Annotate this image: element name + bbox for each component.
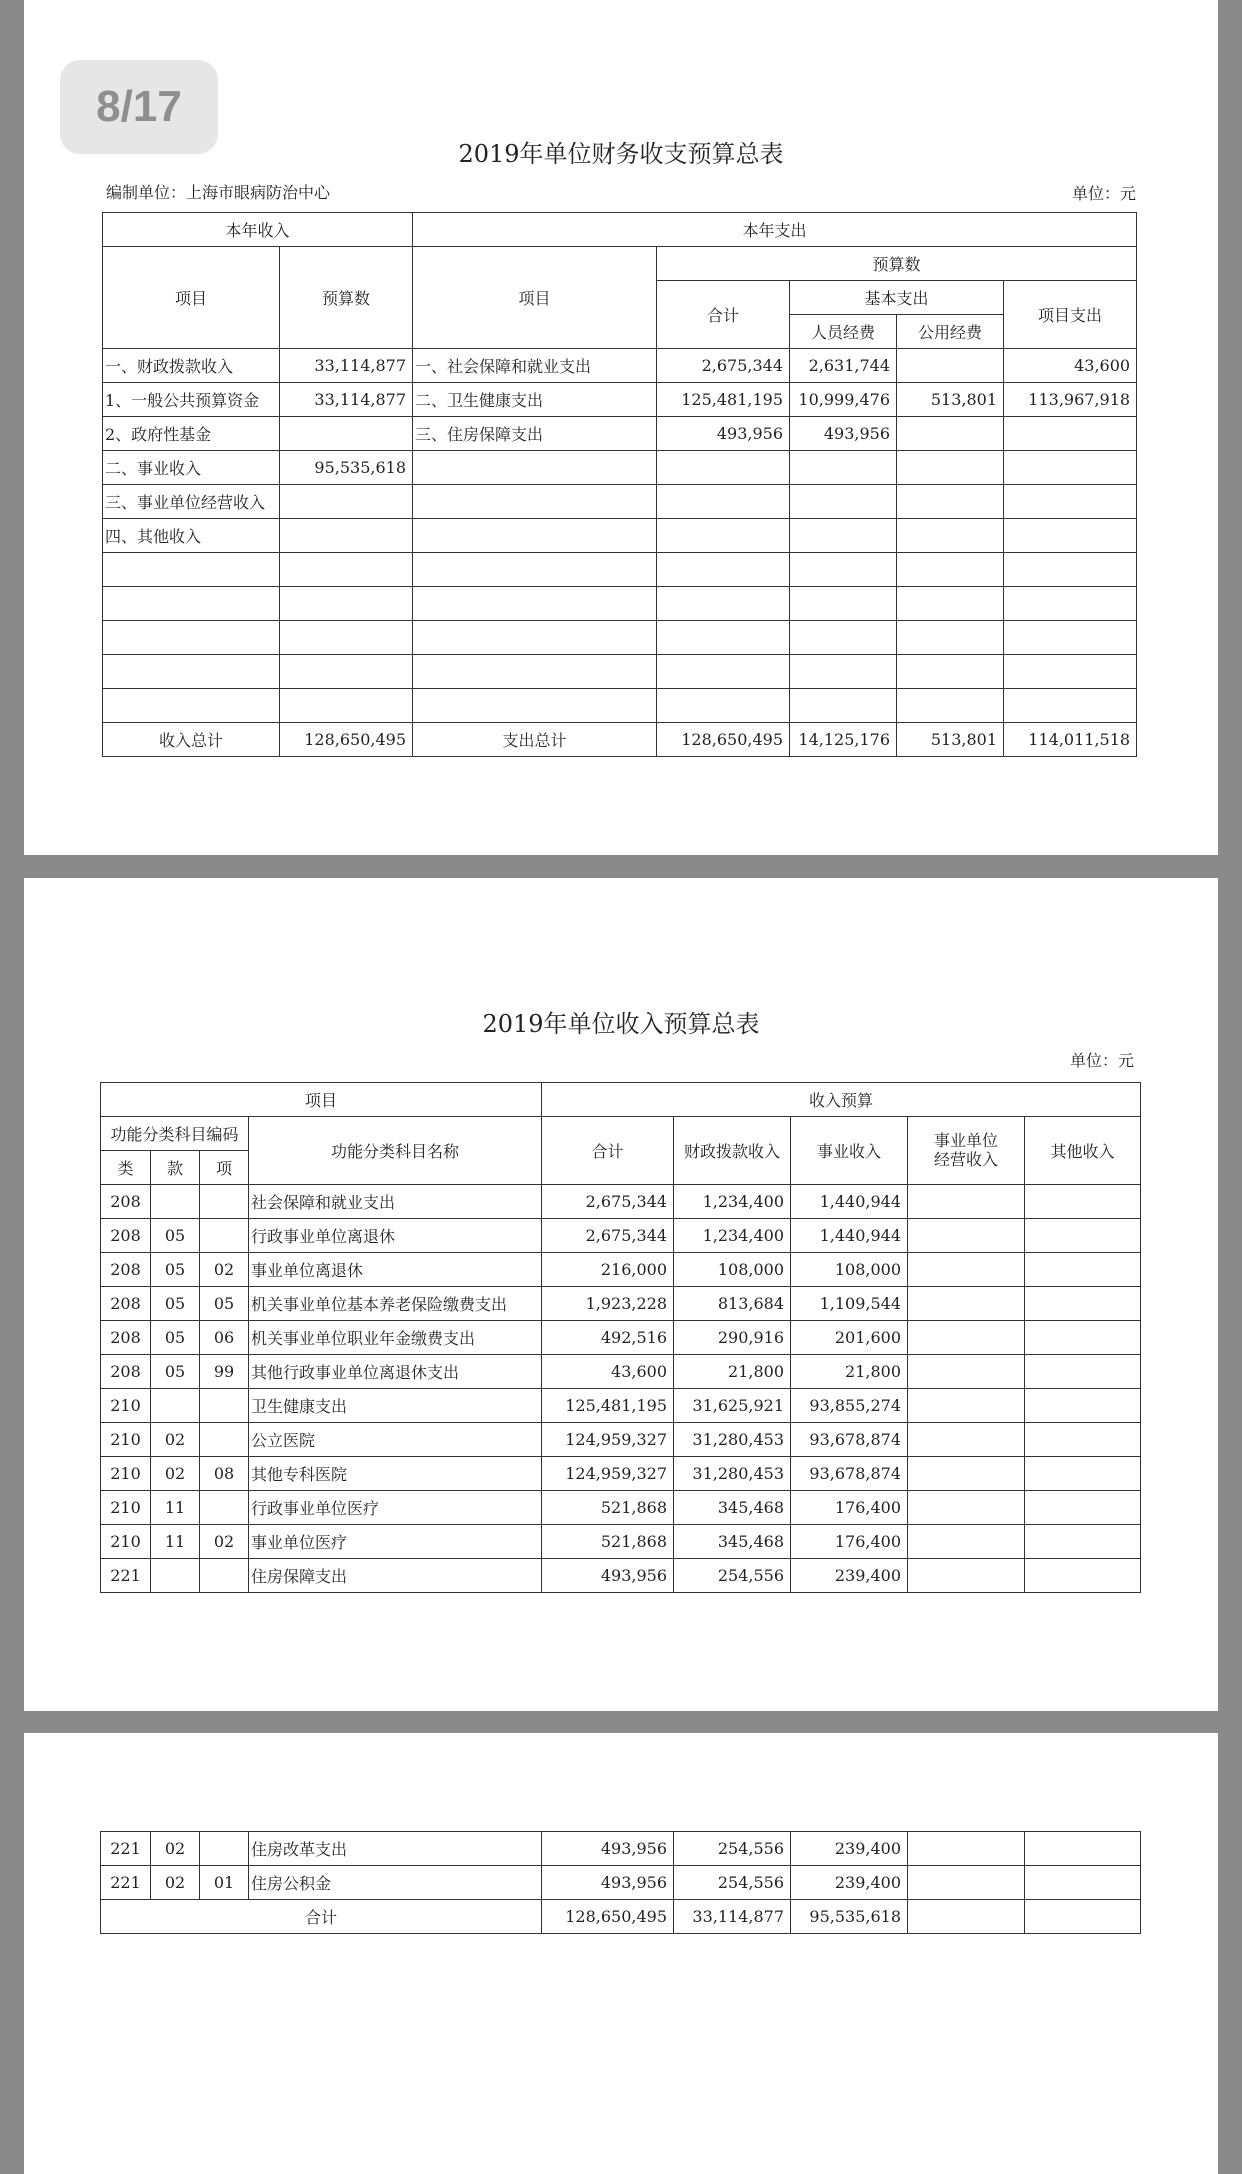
header-total: 合计 — [657, 281, 790, 349]
table-cell — [908, 1866, 1025, 1900]
table-cell — [280, 655, 413, 689]
table-row — [101, 1491, 1141, 1525]
table-cell: 93,678,874 — [791, 1457, 908, 1491]
table2-title: 2019年单位收入预算总表 — [482, 1010, 760, 1038]
table-cell: 221 — [101, 1866, 151, 1900]
header-expense: 本年支出 — [413, 213, 1137, 247]
header-kuan: 款 — [151, 1151, 200, 1185]
total-income-value: 128,650,495 — [280, 723, 413, 757]
table-cell: 四、其他收入 — [103, 519, 280, 553]
page-1 — [24, 0, 1218, 855]
table-cell: 208 — [101, 1219, 151, 1253]
header-fiscal: 财政拨款收入 — [674, 1117, 791, 1185]
table-cell — [200, 1832, 249, 1866]
table-cell: 10,999,476 — [790, 383, 897, 417]
table-cell — [1004, 451, 1137, 485]
table-row — [101, 1355, 1141, 1389]
table-cell: 521,868 — [542, 1525, 674, 1559]
table-cell — [1025, 1185, 1141, 1219]
header-business: 事业收入 — [791, 1117, 908, 1185]
table-cell — [1025, 1287, 1141, 1321]
table-cell — [280, 689, 413, 723]
table-cell — [657, 553, 790, 587]
table-row — [103, 485, 1137, 519]
table-cell — [1025, 1389, 1141, 1423]
table-cell — [280, 621, 413, 655]
table-cell — [790, 519, 897, 553]
table-cell: 33,114,877 — [280, 349, 413, 383]
table-cell: 行政事业单位医疗 — [249, 1491, 542, 1525]
table-cell: 290,916 — [674, 1321, 791, 1355]
table-row — [101, 1457, 1141, 1491]
table-cell — [1025, 1253, 1141, 1287]
table-cell — [103, 553, 280, 587]
table-cell: 210 — [101, 1457, 151, 1491]
table-row — [103, 349, 1137, 383]
table2-total-row — [101, 1900, 1141, 1934]
table-cell — [413, 587, 657, 621]
table-cell: 493,956 — [542, 1559, 674, 1593]
table-cell — [908, 1253, 1025, 1287]
table-row — [103, 383, 1137, 417]
table-cell — [908, 1832, 1025, 1866]
table-cell: 02 — [200, 1525, 249, 1559]
table-cell — [908, 1457, 1025, 1491]
table-cell: 21,800 — [791, 1355, 908, 1389]
header-basic: 基本支出 — [790, 281, 1004, 315]
table-cell — [908, 1219, 1025, 1253]
table-cell — [103, 655, 280, 689]
header-total: 合计 — [542, 1117, 674, 1185]
table-cell — [413, 519, 657, 553]
table-cell — [200, 1559, 249, 1593]
table-cell: 机关事业单位职业年金缴费支出 — [249, 1321, 542, 1355]
header-public: 公用经费 — [897, 315, 1004, 349]
table-row — [103, 553, 1137, 587]
table-row — [101, 1423, 1141, 1457]
table-cell — [200, 1185, 249, 1219]
table-cell — [790, 655, 897, 689]
total-income-label: 收入总计 — [103, 723, 280, 757]
table-cell: 住房改革支出 — [249, 1832, 542, 1866]
header-project: 项目支出 — [1004, 281, 1137, 349]
table-cell: 02 — [151, 1866, 200, 1900]
table-cell: 813,684 — [674, 1287, 791, 1321]
table-cell — [413, 485, 657, 519]
income-budget-table-cont — [100, 1831, 1141, 1934]
table-cell — [1025, 1525, 1141, 1559]
table-cell — [790, 553, 897, 587]
header-item: 项目 — [101, 1083, 542, 1117]
table-cell: 二、事业收入 — [103, 451, 280, 485]
table-cell — [1004, 485, 1137, 519]
table-cell: 机关事业单位基本养老保险缴费支出 — [249, 1287, 542, 1321]
table-cell — [280, 553, 413, 587]
table-cell — [908, 1389, 1025, 1423]
table-cell: 124,959,327 — [542, 1423, 674, 1457]
table-cell: 1、一般公共预算资金 — [103, 383, 280, 417]
total-personnel-value: 14,125,176 — [790, 723, 897, 757]
table-cell — [200, 1491, 249, 1525]
table-row — [103, 417, 1137, 451]
table-cell — [200, 1423, 249, 1457]
table-cell — [200, 1389, 249, 1423]
table-cell: 221 — [101, 1832, 151, 1866]
table-cell: 43,600 — [1004, 349, 1137, 383]
table-cell: 1,234,400 — [674, 1219, 791, 1253]
table-cell: 社会保障和就业支出 — [249, 1185, 542, 1219]
table-cell: 三、住房保障支出 — [413, 417, 657, 451]
table1-total-row — [103, 723, 1137, 757]
header-function-name: 功能分类科目名称 — [249, 1117, 542, 1185]
total-project-value: 114,011,518 — [1004, 723, 1137, 757]
table-cell: 31,625,921 — [674, 1389, 791, 1423]
total-fiscal: 33,114,877 — [674, 1900, 791, 1934]
budget-summary-table — [102, 212, 1137, 757]
header-personnel: 人员经费 — [790, 315, 897, 349]
table-cell: 05 — [200, 1287, 249, 1321]
currency-unit-2: 单位：元 — [1069, 1051, 1134, 1070]
table-cell — [657, 451, 790, 485]
table-cell: 493,956 — [542, 1832, 674, 1866]
table-cell — [103, 621, 280, 655]
table-cell: 事业单位离退休 — [249, 1253, 542, 1287]
table-cell: 239,400 — [791, 1866, 908, 1900]
table-cell: 239,400 — [791, 1832, 908, 1866]
table-cell — [103, 587, 280, 621]
total-public-value: 513,801 — [897, 723, 1004, 757]
table-row — [103, 519, 1137, 553]
table-cell — [413, 689, 657, 723]
table-cell: 210 — [101, 1423, 151, 1457]
table-row — [101, 1866, 1141, 1900]
table-row — [101, 1253, 1141, 1287]
table-cell: 其他专科医院 — [249, 1457, 542, 1491]
table-cell — [1004, 553, 1137, 587]
table-cell — [790, 689, 897, 723]
table-cell: 493,956 — [657, 417, 790, 451]
table-cell: 31,280,453 — [674, 1457, 791, 1491]
table-cell: 02 — [151, 1423, 200, 1457]
table-cell: 2,675,344 — [542, 1185, 674, 1219]
table-cell — [1025, 1866, 1141, 1900]
table-cell: 95,535,618 — [280, 451, 413, 485]
table-cell: 住房保障支出 — [249, 1559, 542, 1593]
table-cell: 02 — [151, 1457, 200, 1491]
table-cell: 1,440,944 — [791, 1219, 908, 1253]
table-cell — [908, 1525, 1025, 1559]
table-cell: 1,234,400 — [674, 1185, 791, 1219]
table-cell: 108,000 — [791, 1253, 908, 1287]
page-2 — [24, 878, 1218, 1711]
table-cell: 254,556 — [674, 1832, 791, 1866]
table-cell: 11 — [151, 1491, 200, 1525]
table-cell: 2,675,344 — [542, 1219, 674, 1253]
table-row — [101, 1832, 1141, 1866]
table-cell — [151, 1185, 200, 1219]
table-cell: 345,468 — [674, 1491, 791, 1525]
table-cell: 事业单位医疗 — [249, 1525, 542, 1559]
table-cell: 02 — [151, 1832, 200, 1866]
table-cell — [151, 1389, 200, 1423]
table-cell — [657, 519, 790, 553]
page-indicator: 8/17 — [60, 60, 218, 154]
total-expense-label: 支出总计 — [413, 723, 657, 757]
table-cell — [413, 553, 657, 587]
header-xiang: 项 — [200, 1151, 249, 1185]
table-cell: 208 — [101, 1321, 151, 1355]
table-cell — [897, 621, 1004, 655]
table-cell: 05 — [151, 1253, 200, 1287]
table-cell — [908, 1491, 1025, 1525]
compiling-unit: 编制单位：上海市眼病防治中心 — [106, 183, 331, 202]
table-cell: 93,855,274 — [791, 1389, 908, 1423]
table-cell — [1025, 1355, 1141, 1389]
table-cell — [1004, 689, 1137, 723]
table-cell: 513,801 — [897, 383, 1004, 417]
table-cell — [897, 519, 1004, 553]
table-cell: 1,440,944 — [791, 1185, 908, 1219]
table-cell — [1025, 1832, 1141, 1866]
table-row — [101, 1525, 1141, 1559]
table-cell — [897, 349, 1004, 383]
table-cell — [897, 689, 1004, 723]
table-row — [101, 1559, 1141, 1593]
table-cell: 三、事业单位经营收入 — [103, 485, 280, 519]
table-cell: 住房公积金 — [249, 1866, 542, 1900]
table-cell: 1,923,228 — [542, 1287, 674, 1321]
table-cell — [413, 451, 657, 485]
table-cell: 493,956 — [542, 1866, 674, 1900]
income-budget-table — [100, 1082, 1141, 1593]
table-cell — [657, 621, 790, 655]
table-cell — [1004, 621, 1137, 655]
table-cell: 125,481,195 — [657, 383, 790, 417]
table-cell: 01 — [200, 1866, 249, 1900]
table-cell: 108,000 — [674, 1253, 791, 1287]
total-expense-value: 128,650,495 — [657, 723, 790, 757]
table-cell — [897, 655, 1004, 689]
table-cell — [1025, 1491, 1141, 1525]
table-cell: 124,959,327 — [542, 1457, 674, 1491]
table-cell: 493,956 — [790, 417, 897, 451]
table-cell — [1025, 1559, 1141, 1593]
table-cell: 492,516 — [542, 1321, 674, 1355]
table-row — [103, 587, 1137, 621]
page-3 — [24, 1733, 1218, 2174]
table-cell — [790, 485, 897, 519]
table-cell — [897, 451, 1004, 485]
table-cell — [908, 1355, 1025, 1389]
table-cell — [790, 587, 897, 621]
table-cell — [1025, 1219, 1141, 1253]
table-cell: 行政事业单位离退休 — [249, 1219, 542, 1253]
table-cell — [413, 655, 657, 689]
table-cell: 06 — [200, 1321, 249, 1355]
total-label: 合计 — [101, 1900, 542, 1934]
table-cell: 卫生健康支出 — [249, 1389, 542, 1423]
table-cell — [897, 485, 1004, 519]
table-cell — [1025, 1321, 1141, 1355]
table-cell: 08 — [200, 1457, 249, 1491]
table-cell: 208 — [101, 1253, 151, 1287]
table-cell — [280, 519, 413, 553]
table-row — [101, 1219, 1141, 1253]
header-lei: 类 — [101, 1151, 151, 1185]
table-cell: 公立医院 — [249, 1423, 542, 1457]
table-cell: 216,000 — [542, 1253, 674, 1287]
table-cell — [280, 485, 413, 519]
table-cell: 02 — [200, 1253, 249, 1287]
table-cell: 一、财政拨款收入 — [103, 349, 280, 383]
table-row — [101, 1321, 1141, 1355]
table-cell: 21,800 — [674, 1355, 791, 1389]
total-sum: 128,650,495 — [542, 1900, 674, 1934]
table-cell: 93,678,874 — [791, 1423, 908, 1457]
table-cell: 210 — [101, 1389, 151, 1423]
table-cell — [790, 451, 897, 485]
table-cell: 05 — [151, 1355, 200, 1389]
table-row — [101, 1185, 1141, 1219]
table1-title: 2019年单位财务收支预算总表 — [458, 140, 784, 168]
table-cell — [908, 1287, 1025, 1321]
table-cell: 239,400 — [791, 1559, 908, 1593]
table-cell: 210 — [101, 1525, 151, 1559]
table-cell: 125,481,195 — [542, 1389, 674, 1423]
table-cell — [908, 1185, 1025, 1219]
table-cell: 208 — [101, 1185, 151, 1219]
header-income-budget: 收入预算 — [542, 1083, 1141, 1117]
total-operating — [908, 1900, 1025, 1934]
table-cell — [657, 689, 790, 723]
table-cell: 05 — [151, 1287, 200, 1321]
table-cell: 201,600 — [791, 1321, 908, 1355]
table-cell — [280, 587, 413, 621]
table-cell: 254,556 — [674, 1559, 791, 1593]
table-cell: 其他行政事业单位离退休支出 — [249, 1355, 542, 1389]
table-cell — [1004, 655, 1137, 689]
table-cell — [908, 1559, 1025, 1593]
table-cell — [1004, 587, 1137, 621]
table-row — [103, 655, 1137, 689]
table-cell: 2,631,744 — [790, 349, 897, 383]
table-cell: 1,109,544 — [791, 1287, 908, 1321]
table-cell: 210 — [101, 1491, 151, 1525]
table-cell: 2、政府性基金 — [103, 417, 280, 451]
table-cell — [657, 587, 790, 621]
table-cell: 一、社会保障和就业支出 — [413, 349, 657, 383]
table-cell — [1025, 1457, 1141, 1491]
table-cell — [790, 621, 897, 655]
table-cell — [200, 1219, 249, 1253]
table-cell — [103, 689, 280, 723]
table-cell — [1025, 1423, 1141, 1457]
table-cell — [908, 1423, 1025, 1457]
table-cell: 11 — [151, 1525, 200, 1559]
table-row — [101, 1287, 1141, 1321]
table-row — [103, 689, 1137, 723]
table-cell — [1004, 417, 1137, 451]
table-cell: 99 — [200, 1355, 249, 1389]
table-cell: 208 — [101, 1355, 151, 1389]
total-business: 95,535,618 — [791, 1900, 908, 1934]
header-function-code: 功能分类科目编码 — [101, 1117, 249, 1151]
table-cell — [657, 485, 790, 519]
table-cell — [151, 1559, 200, 1593]
table-cell — [897, 417, 1004, 451]
table-cell: 521,868 — [542, 1491, 674, 1525]
header-operating: 事业单位经营收入 — [908, 1117, 1025, 1185]
table-cell — [280, 417, 413, 451]
table-cell: 31,280,453 — [674, 1423, 791, 1457]
table-cell: 208 — [101, 1287, 151, 1321]
table-cell: 05 — [151, 1219, 200, 1253]
table-cell: 345,468 — [674, 1525, 791, 1559]
header-other: 其他收入 — [1025, 1117, 1141, 1185]
table-cell — [897, 553, 1004, 587]
table-cell: 2,675,344 — [657, 349, 790, 383]
table-cell: 二、卫生健康支出 — [413, 383, 657, 417]
table-cell: 43,600 — [542, 1355, 674, 1389]
table-cell: 05 — [151, 1321, 200, 1355]
header-income-budget: 预算数 — [280, 247, 413, 349]
table-cell: 113,967,918 — [1004, 383, 1137, 417]
table-cell: 176,400 — [791, 1491, 908, 1525]
currency-unit: 单位：元 — [1071, 184, 1136, 203]
total-other — [1025, 1900, 1141, 1934]
header-income-item: 项目 — [103, 247, 280, 349]
table-cell: 176,400 — [791, 1525, 908, 1559]
table-row — [103, 451, 1137, 485]
table-cell — [413, 621, 657, 655]
table-cell: 221 — [101, 1559, 151, 1593]
table-cell: 254,556 — [674, 1866, 791, 1900]
table-row — [103, 621, 1137, 655]
table-cell — [897, 587, 1004, 621]
table-cell — [1004, 519, 1137, 553]
header-budget: 预算数 — [657, 247, 1137, 281]
table-cell — [908, 1321, 1025, 1355]
table-cell: 33,114,877 — [280, 383, 413, 417]
header-expense-item: 项目 — [413, 247, 657, 349]
table-cell — [657, 655, 790, 689]
header-income: 本年收入 — [103, 213, 413, 247]
table-row — [101, 1389, 1141, 1423]
